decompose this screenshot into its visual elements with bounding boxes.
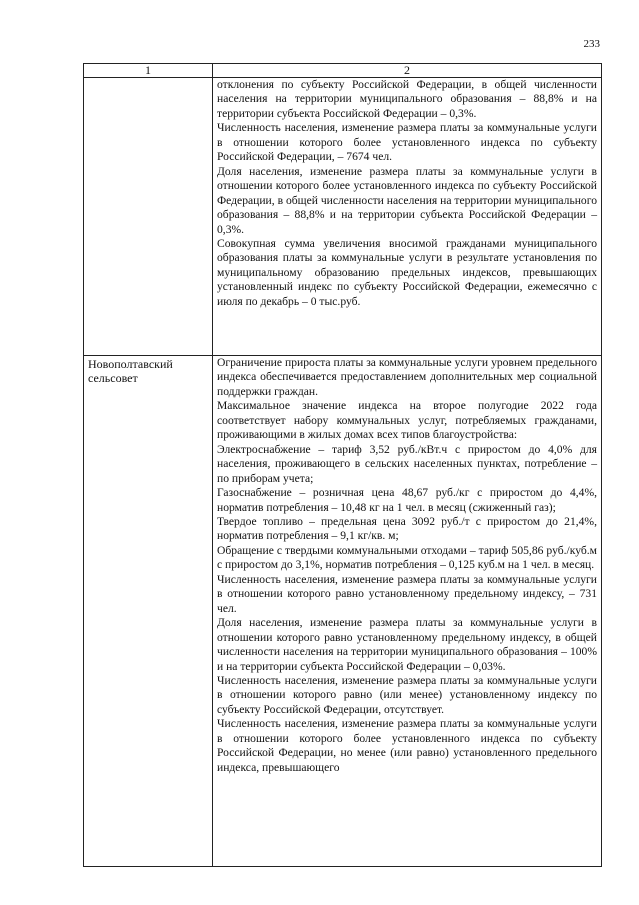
paragraph: Доля населения, изменение размера платы за коммунальные услуги в отношении которого более установленного индекса по субъекту Российской Федерации, в общей численности населения на территории муниципального образования – 88,8% и на территории субъекта Российской Федерации – 0,3%.	[217, 164, 597, 236]
municipal-index-table	[83, 63, 602, 867]
column-header-2: 2	[213, 64, 602, 78]
page-number: 233	[583, 38, 600, 50]
municipality-name	[84, 78, 213, 356]
paragraph: Численность населения, изменение размера платы за коммунальные услуги в отношении которого более установленного индекса по субъекту Российской Федерации, но менее (или равно) установленного предельного индекса, превышающего	[217, 717, 597, 774]
paragraph: Совокупная сумма увеличения вносимой гражданами муниципального образования платы за коммунальные услуги в результате установления по муниципальному образованию предельных индексов, превышающих установленный индекс по субъекту Российской Федерации, ежемесячно с июля по декабрь – 0 тыс.руб.	[217, 236, 597, 308]
description-cell	[213, 78, 602, 356]
table-row	[84, 356, 602, 867]
table-header-row	[84, 64, 602, 78]
paragraph: Численность населения, изменение размера платы за коммунальные услуги в отношении которого более установленного индекса по субъекту Российской Федерации, – 7674 чел.	[217, 121, 597, 164]
paragraph: Численность населения, изменение размера платы за коммунальные услуги в отношении которого равно установленному предельному индексу, – 731 чел.	[217, 572, 597, 615]
paragraph: Доля населения, изменение размера платы за коммунальные услуги в отношении которого равно установленному предельному индексу, в общей численности населения на территории муниципального образования – 100% и на территории субъекта Российской Федерации – 0,03%.	[217, 616, 597, 673]
column-header-1: 1	[84, 64, 213, 78]
paragraph: Электроснабжение – тариф 3,52 руб./кВт.ч с приростом до 4,0% для населения, проживающего в сельских населенных пунктах, потребление – по приборам учета;	[217, 442, 597, 485]
paragraph: отклонения по субъекту Российской Федерации, в общей численности населения на территории муниципального образования – 88,8% и на территории субъекта Российской Федерации – 0,3%.	[217, 78, 597, 120]
paragraph: Ограничение прироста платы за коммунальные услуги уровнем предельного индекса обеспечивается предоставлением дополнительных мер социальной поддержки граждан.	[217, 356, 597, 398]
description-cell	[213, 356, 602, 867]
paragraph: Численность населения, изменение размера платы за коммунальные услуги в отношении которого равно (или менее) установленному индексу по субъекту Российской Федерации, отсутствует.	[217, 673, 597, 716]
table-row	[84, 78, 602, 356]
paragraph: Максимальное значение индекса на второе полугодие 2022 года соответствует набору коммунальных услуг, потребляемых гражданами, проживающими в жилых домах всех типов благоустройства:	[217, 399, 597, 442]
municipality-name: Новополтавский сельсовет	[84, 356, 213, 867]
paragraph: Газоснабжение – розничная цена 48,67 руб./кг с приростом до 4,4%, норматив потребления – 10,48 кг на 1 чел. в месяц (сжиженный газ);	[217, 486, 597, 514]
paragraph: Твердое топливо – предельная цена 3092 руб./т с приростом до 21,4%, норматив потребления – 9,1 кг/кв. м;	[217, 514, 597, 543]
paragraph: Обращение с твердыми коммунальными отходами – тариф 505,86 руб./куб.м с приростом до 3,1%, норматив потребления – 0,125 куб.м на 1 чел. в месяц.	[217, 543, 597, 572]
